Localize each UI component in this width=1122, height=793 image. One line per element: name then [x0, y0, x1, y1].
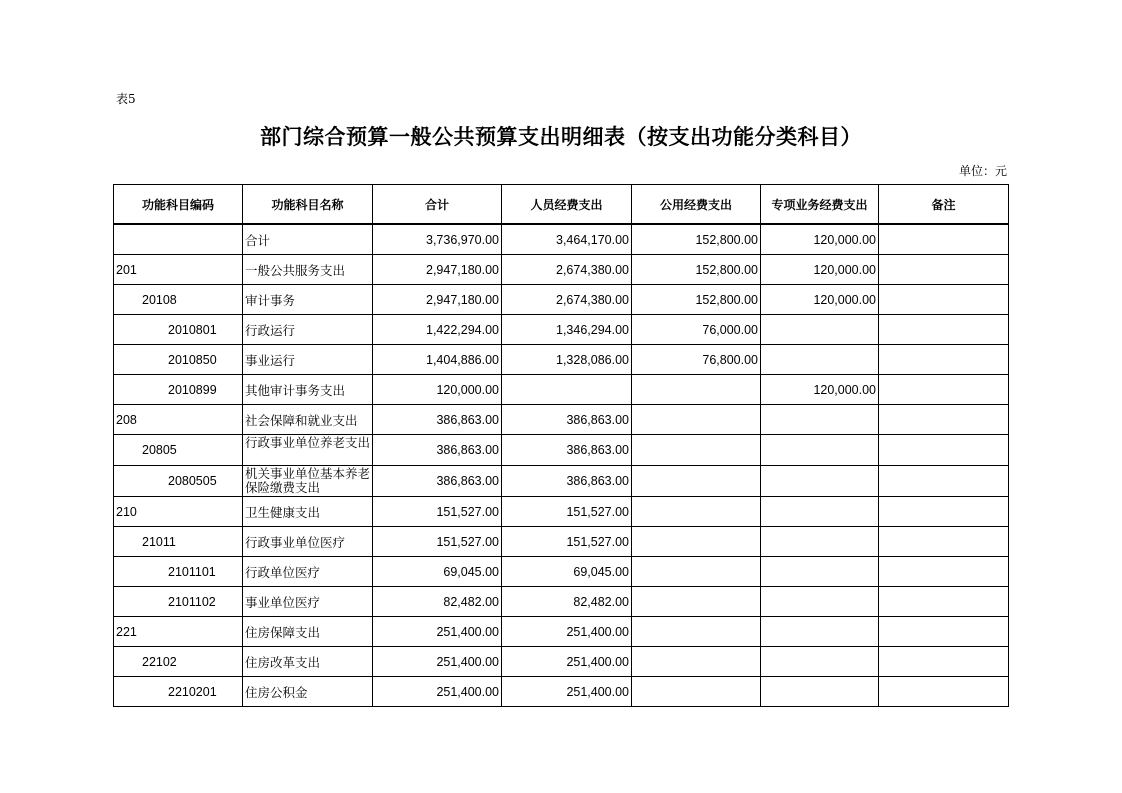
table-row — [114, 435, 1009, 466]
cell-remark — [879, 617, 1009, 647]
cell-code: 221 — [114, 617, 243, 647]
cell-name: 社会保障和就业支出 — [243, 405, 373, 435]
col-header-public: 公用经费支出 — [632, 185, 761, 225]
cell-code: 2210201 — [114, 677, 243, 707]
cell-personnel: 251,400.00 — [502, 677, 632, 707]
cell-total: 151,527.00 — [373, 527, 502, 557]
cell-personnel: 151,527.00 — [502, 497, 632, 527]
cell-special — [761, 466, 879, 497]
table-row — [114, 255, 1009, 285]
cell-special — [761, 617, 879, 647]
cell-remark — [879, 497, 1009, 527]
col-header-special: 专项业务经费支出 — [761, 185, 879, 225]
table-row — [114, 345, 1009, 375]
cell-code: 2010801 — [114, 315, 243, 345]
cell-personnel: 386,863.00 — [502, 466, 632, 497]
cell-name: 住房公积金 — [243, 677, 373, 707]
cell-total: 1,404,886.00 — [373, 345, 502, 375]
cell-code: 201 — [114, 255, 243, 285]
cell-remark — [879, 405, 1009, 435]
cell-personnel: 3,464,170.00 — [502, 224, 632, 255]
cell-code: 20108 — [114, 285, 243, 315]
cell-remark — [879, 435, 1009, 466]
cell-remark — [879, 677, 1009, 707]
cell-special — [761, 497, 879, 527]
col-header-personnel: 人员经费支出 — [502, 185, 632, 225]
cell-personnel: 1,346,294.00 — [502, 315, 632, 345]
cell-total: 1,422,294.00 — [373, 315, 502, 345]
cell-code: 2010899 — [114, 375, 243, 405]
table-header-row — [114, 185, 1009, 225]
cell-personnel: 82,482.00 — [502, 587, 632, 617]
table-row — [114, 497, 1009, 527]
cell-name: 合计 — [243, 224, 373, 255]
cell-personnel: 2,674,380.00 — [502, 255, 632, 285]
cell-total: 2,947,180.00 — [373, 285, 502, 315]
cell-public — [632, 587, 761, 617]
cell-code: 22102 — [114, 647, 243, 677]
cell-name: 行政运行 — [243, 315, 373, 345]
cell-personnel: 151,527.00 — [502, 527, 632, 557]
cell-personnel: 2,674,380.00 — [502, 285, 632, 315]
cell-total: 151,527.00 — [373, 497, 502, 527]
cell-remark — [879, 647, 1009, 677]
cell-total: 251,400.00 — [373, 677, 502, 707]
cell-code: 210 — [114, 497, 243, 527]
expenditure-table — [113, 184, 1009, 707]
cell-public — [632, 557, 761, 587]
cell-remark — [879, 557, 1009, 587]
table-row — [114, 557, 1009, 587]
cell-public — [632, 647, 761, 677]
cell-name: 其他审计事务支出 — [243, 375, 373, 405]
cell-special — [761, 345, 879, 375]
cell-public: 152,800.00 — [632, 224, 761, 255]
cell-total: 120,000.00 — [373, 375, 502, 405]
cell-name: 卫生健康支出 — [243, 497, 373, 527]
table-row — [114, 405, 1009, 435]
col-header-name: 功能科目名称 — [243, 185, 373, 225]
cell-personnel: 251,400.00 — [502, 647, 632, 677]
cell-special: 120,000.00 — [761, 224, 879, 255]
table-row — [114, 375, 1009, 405]
cell-code — [114, 224, 243, 255]
cell-special — [761, 315, 879, 345]
cell-special — [761, 527, 879, 557]
cell-personnel — [502, 375, 632, 405]
cell-public — [632, 677, 761, 707]
cell-public: 152,800.00 — [632, 255, 761, 285]
cell-remark — [879, 587, 1009, 617]
page-title: 部门综合预算一般公共预算支出明细表（按支出功能分类科目） — [260, 125, 862, 149]
cell-special: 120,000.00 — [761, 375, 879, 405]
cell-total: 69,045.00 — [373, 557, 502, 587]
cell-remark — [879, 345, 1009, 375]
table-body — [114, 224, 1009, 707]
cell-public — [632, 497, 761, 527]
cell-special: 120,000.00 — [761, 285, 879, 315]
cell-code: 2101101 — [114, 557, 243, 587]
cell-remark — [879, 527, 1009, 557]
table-row — [114, 617, 1009, 647]
table-row — [114, 466, 1009, 497]
cell-total: 251,400.00 — [373, 617, 502, 647]
cell-remark — [879, 466, 1009, 497]
cell-name: 事业单位医疗 — [243, 587, 373, 617]
cell-total: 386,863.00 — [373, 435, 502, 466]
cell-total: 251,400.00 — [373, 647, 502, 677]
cell-special — [761, 677, 879, 707]
cell-public — [632, 375, 761, 405]
table-row — [114, 315, 1009, 345]
cell-name: 机关事业单位基本养老保险缴费支出 — [243, 466, 373, 497]
cell-public — [632, 617, 761, 647]
cell-name: 一般公共服务支出 — [243, 255, 373, 285]
cell-code: 20805 — [114, 435, 243, 466]
cell-special: 120,000.00 — [761, 255, 879, 285]
cell-name: 住房保障支出 — [243, 617, 373, 647]
cell-special — [761, 557, 879, 587]
cell-code: 21011 — [114, 527, 243, 557]
cell-personnel: 386,863.00 — [502, 435, 632, 466]
cell-remark — [879, 315, 1009, 345]
cell-remark — [879, 255, 1009, 285]
cell-name: 行政事业单位医疗 — [243, 527, 373, 557]
unit-label: 单位：元 — [958, 164, 1007, 178]
cell-total: 82,482.00 — [373, 587, 502, 617]
cell-name: 行政单位医疗 — [243, 557, 373, 587]
cell-remark — [879, 285, 1009, 315]
cell-total: 2,947,180.00 — [373, 255, 502, 285]
cell-public — [632, 466, 761, 497]
col-header-code: 功能科目编码 — [114, 185, 243, 225]
cell-code: 2101102 — [114, 587, 243, 617]
cell-personnel: 251,400.00 — [502, 617, 632, 647]
col-header-total: 合计 — [373, 185, 502, 225]
cell-special — [761, 647, 879, 677]
table-row — [114, 647, 1009, 677]
table-row — [114, 285, 1009, 315]
cell-public — [632, 527, 761, 557]
cell-remark — [879, 375, 1009, 405]
cell-name: 事业运行 — [243, 345, 373, 375]
cell-code: 2010850 — [114, 345, 243, 375]
table-row — [114, 587, 1009, 617]
cell-public — [632, 435, 761, 466]
cell-name: 行政事业单位养老支出 — [243, 435, 373, 466]
table-number-label: 表5 — [116, 92, 136, 106]
cell-personnel: 1,328,086.00 — [502, 345, 632, 375]
cell-public: 76,000.00 — [632, 315, 761, 345]
cell-code: 208 — [114, 405, 243, 435]
col-header-remark: 备注 — [879, 185, 1009, 225]
cell-total: 386,863.00 — [373, 466, 502, 497]
cell-remark — [879, 224, 1009, 255]
table-row — [114, 527, 1009, 557]
table-row — [114, 224, 1009, 255]
cell-total: 3,736,970.00 — [373, 224, 502, 255]
cell-public: 76,800.00 — [632, 345, 761, 375]
cell-public: 152,800.00 — [632, 285, 761, 315]
cell-code: 2080505 — [114, 466, 243, 497]
cell-special — [761, 405, 879, 435]
cell-personnel: 386,863.00 — [502, 405, 632, 435]
cell-special — [761, 435, 879, 466]
cell-total: 386,863.00 — [373, 405, 502, 435]
cell-personnel: 69,045.00 — [502, 557, 632, 587]
cell-special — [761, 587, 879, 617]
cell-name: 住房改革支出 — [243, 647, 373, 677]
table-row — [114, 677, 1009, 707]
cell-public — [632, 405, 761, 435]
cell-name: 审计事务 — [243, 285, 373, 315]
